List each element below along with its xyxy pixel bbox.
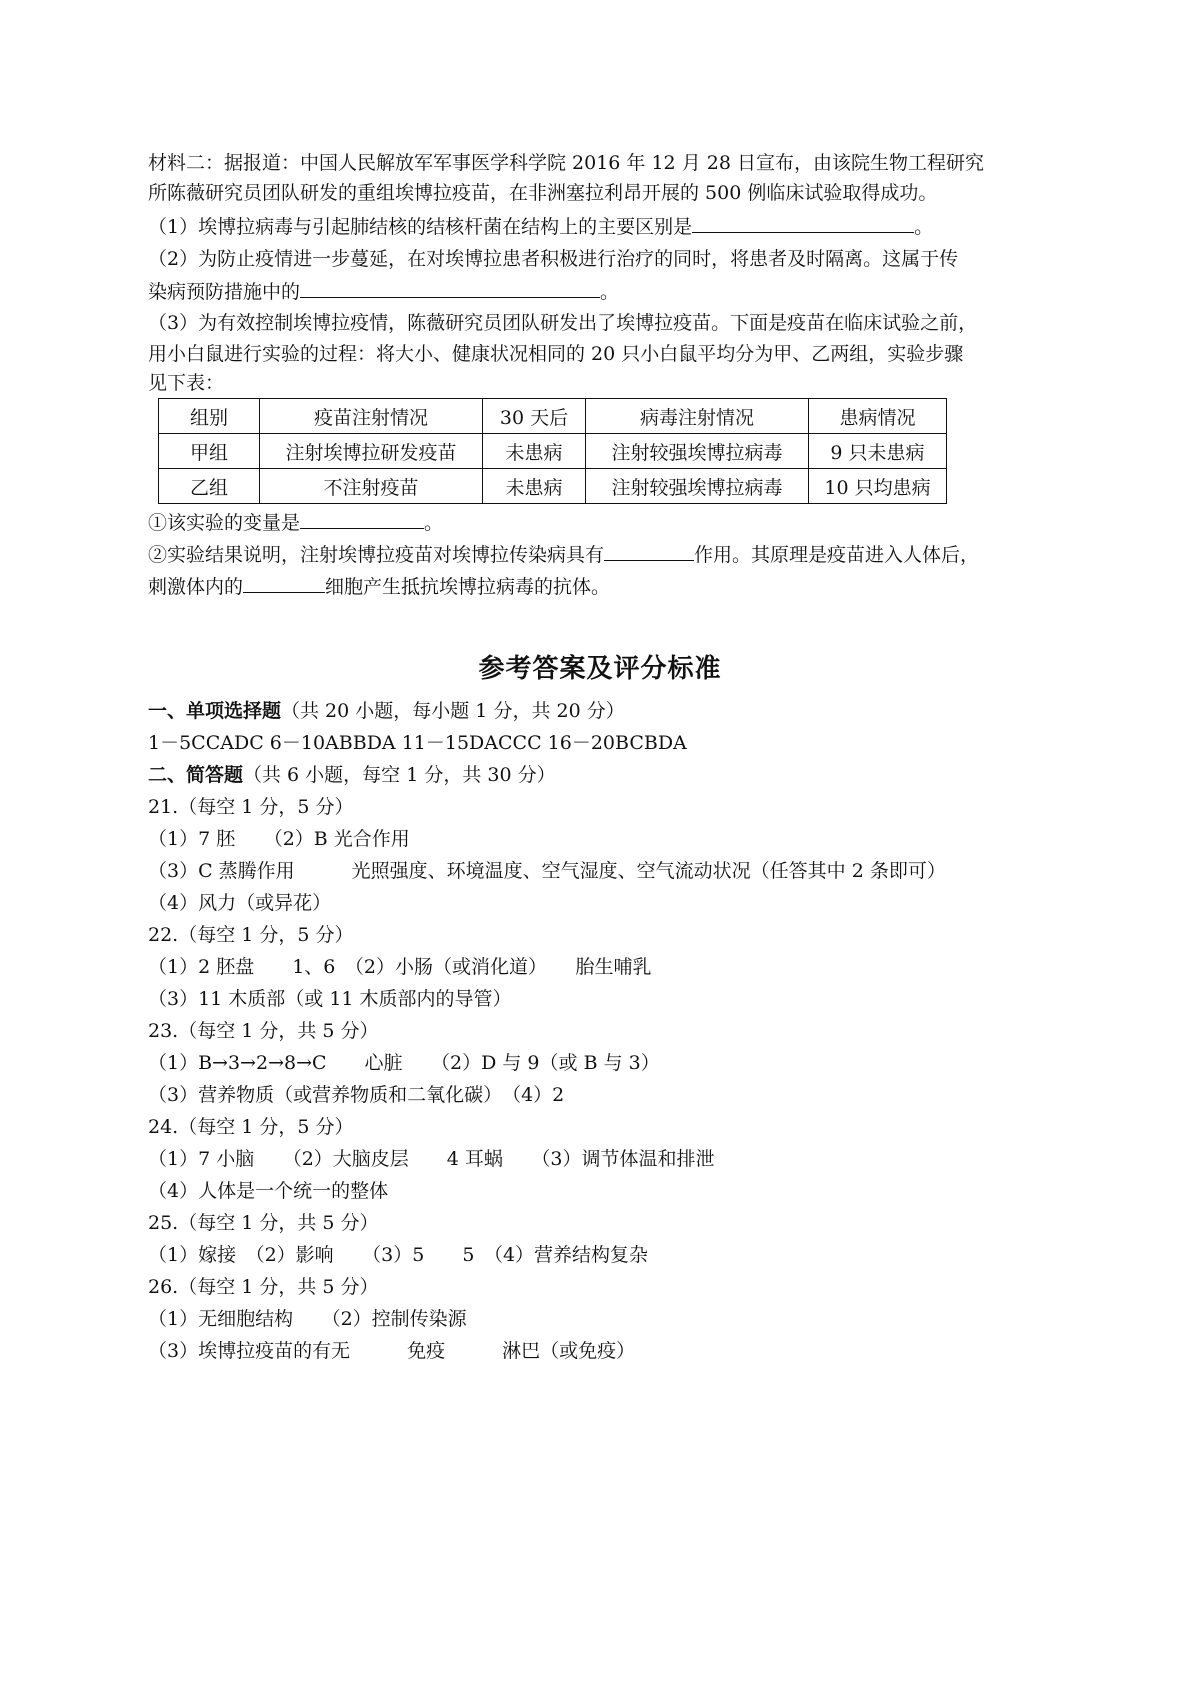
table-cell: 10 只均患病 bbox=[809, 469, 947, 504]
answer-line: 21.（每空 1 分，5 分） bbox=[148, 796, 354, 818]
material-line-2: 所陈薇研究员团队研发的重组埃博拉疫苗，在非洲塞拉利昂开展的 500 例临床试验取得成功。 bbox=[148, 182, 938, 204]
answer-line: 26.（每空 1 分，共 5 分） bbox=[148, 1276, 379, 1298]
table-cell: 不注射疫苗 bbox=[260, 469, 483, 504]
table-cell: 9 只未患病 bbox=[809, 434, 947, 469]
table-cell: 未患病 bbox=[483, 434, 586, 469]
table-header-row bbox=[159, 399, 947, 434]
answer-line: （1）2 胚盘 1、6 （2）小肠（或消化道） 胎生哺乳 bbox=[148, 956, 652, 978]
answer-line: （3）埃博拉疫苗的有无 免疫 淋巴（或免疫） bbox=[148, 1340, 636, 1362]
section-1-heading bbox=[148, 698, 625, 724]
section-2-note: （共 6 小题，每空 1 分，共 30 分） bbox=[243, 764, 556, 786]
table-cell: 甲组 bbox=[159, 434, 260, 469]
table-header-cell: 患病情况 bbox=[809, 399, 947, 434]
sub-question-1-end: 。 bbox=[424, 512, 444, 534]
question-2-line-2 bbox=[148, 277, 619, 305]
answer-blank[interactable] bbox=[692, 212, 914, 233]
answer-line: （3）11 木质部（或 11 木质部内的导管） bbox=[148, 988, 512, 1010]
sub-question-1-text: ①该实验的变量是 bbox=[148, 512, 301, 534]
sub-question-2-text-a: ②实验结果说明，注射埃博拉疫苗对埃博拉传染病具有 bbox=[148, 544, 605, 566]
sub-question-2-line-2 bbox=[148, 572, 610, 600]
table-header-cell: 组别 bbox=[159, 399, 260, 434]
answer-key-title: 参考答案及评分标准 bbox=[478, 654, 722, 684]
answer-line: （4）人体是一个统一的整体 bbox=[148, 1180, 389, 1202]
table-row bbox=[159, 469, 947, 504]
sub-question-2-text-b: 作用。其原理是疫苗进入人体后， bbox=[694, 544, 980, 566]
question-1-text: （1）埃博拉病毒与引起肺结核的结核杆菌在结构上的主要区别是 bbox=[148, 216, 693, 238]
table-header-cell: 30 天后 bbox=[483, 399, 586, 434]
question-2-end: 。 bbox=[600, 281, 620, 303]
question-1 bbox=[148, 212, 933, 240]
table-header-cell: 病毒注射情况 bbox=[586, 399, 809, 434]
table-cell: 注射较强埃博拉病毒 bbox=[586, 469, 809, 504]
answer-blank[interactable] bbox=[300, 277, 600, 298]
answer-blank[interactable] bbox=[243, 572, 325, 593]
table-cell: 注射埃博拉研发疫苗 bbox=[260, 434, 483, 469]
table-header-cell: 疫苗注射情况 bbox=[260, 399, 483, 434]
experiment-table bbox=[158, 398, 947, 504]
table-cell: 乙组 bbox=[159, 469, 260, 504]
question-3-line-2: 用小白鼠进行实验的过程：将大小、健康状况相同的 20 只小白鼠平均分为甲、乙两组，实验步骤 bbox=[148, 343, 964, 365]
sub-question-2-text-d: 细胞产生抵抗埃博拉病毒的抗体。 bbox=[325, 576, 611, 598]
answer-line: （4）风力（或异花） bbox=[148, 892, 332, 914]
question-3-line-3: 见下表： bbox=[148, 372, 225, 394]
table-row bbox=[159, 434, 947, 469]
question-2-line-1: （2）为防止疫情进一步蔓延，在对埃博拉患者积极进行治疗的同时，将患者及时隔离。这属于传 bbox=[148, 248, 959, 270]
answer-line: （3）C 蒸腾作用 光照强度、环境温度、空气湿度、空气流动状况（任答其中 2 条即可） bbox=[148, 860, 946, 882]
answer-line: （1）嫁接 （2）影响 （3）5 5 （4）营养结构复杂 bbox=[148, 1244, 649, 1266]
answer-line: （3）营养物质（或营养物质和二氧化碳） （4）2 bbox=[148, 1084, 565, 1106]
answer-line: （1）7 小脑 （2）大脑皮层 4 耳蜗 （3）调节体温和排泄 bbox=[148, 1148, 715, 1170]
table-cell: 未患病 bbox=[483, 469, 586, 504]
answer-line: 25.（每空 1 分，共 5 分） bbox=[148, 1212, 379, 1234]
section-1-title: 一、单项选择题 bbox=[148, 700, 282, 722]
answer-line: （1）7 胚 （2）B 光合作用 bbox=[148, 828, 410, 850]
sub-question-1 bbox=[148, 508, 443, 536]
sub-question-2-text-c: 刺激体内的 bbox=[148, 576, 244, 598]
answer-line: 22.（每空 1 分，5 分） bbox=[148, 924, 354, 946]
sub-question-2-line-1 bbox=[148, 540, 979, 568]
answer-line: （1）B→3→2→8→C 心脏 （2）D 与 9（或 B 与 3） bbox=[148, 1052, 660, 1074]
answer-blank[interactable] bbox=[604, 540, 694, 561]
table-cell: 注射较强埃博拉病毒 bbox=[586, 434, 809, 469]
answer-line: （1）无细胞结构 （2）控制传染源 bbox=[148, 1308, 467, 1330]
question-1-end: 。 bbox=[914, 216, 934, 238]
section-1-note: （共 20 小题，每小题 1 分，共 20 分） bbox=[281, 700, 625, 722]
answer-line: 23.（每空 1 分，共 5 分） bbox=[148, 1020, 379, 1042]
answer-blank[interactable] bbox=[300, 508, 424, 529]
question-2-text: 染病预防措施中的 bbox=[148, 281, 301, 303]
section-1-answers: 1－5CCADC 6－10ABBDA 11－15DACCC 16－20BCBDA bbox=[148, 732, 687, 754]
section-2-title: 二、简答题 bbox=[148, 764, 244, 786]
section-2-heading bbox=[148, 762, 556, 788]
material-line-1: 材料二：据报道：中国人民解放军军事医学科学院 2016 年 12 月 28 日宣布，由该院生物工程研究 bbox=[148, 152, 984, 174]
answer-line: 24.（每空 1 分，5 分） bbox=[148, 1116, 354, 1138]
question-3-line-1: （3）为有效控制埃博拉疫情，陈薇研究员团队研发出了埃博拉疫苗。下面是疫苗在临床试验之前， bbox=[148, 312, 978, 334]
